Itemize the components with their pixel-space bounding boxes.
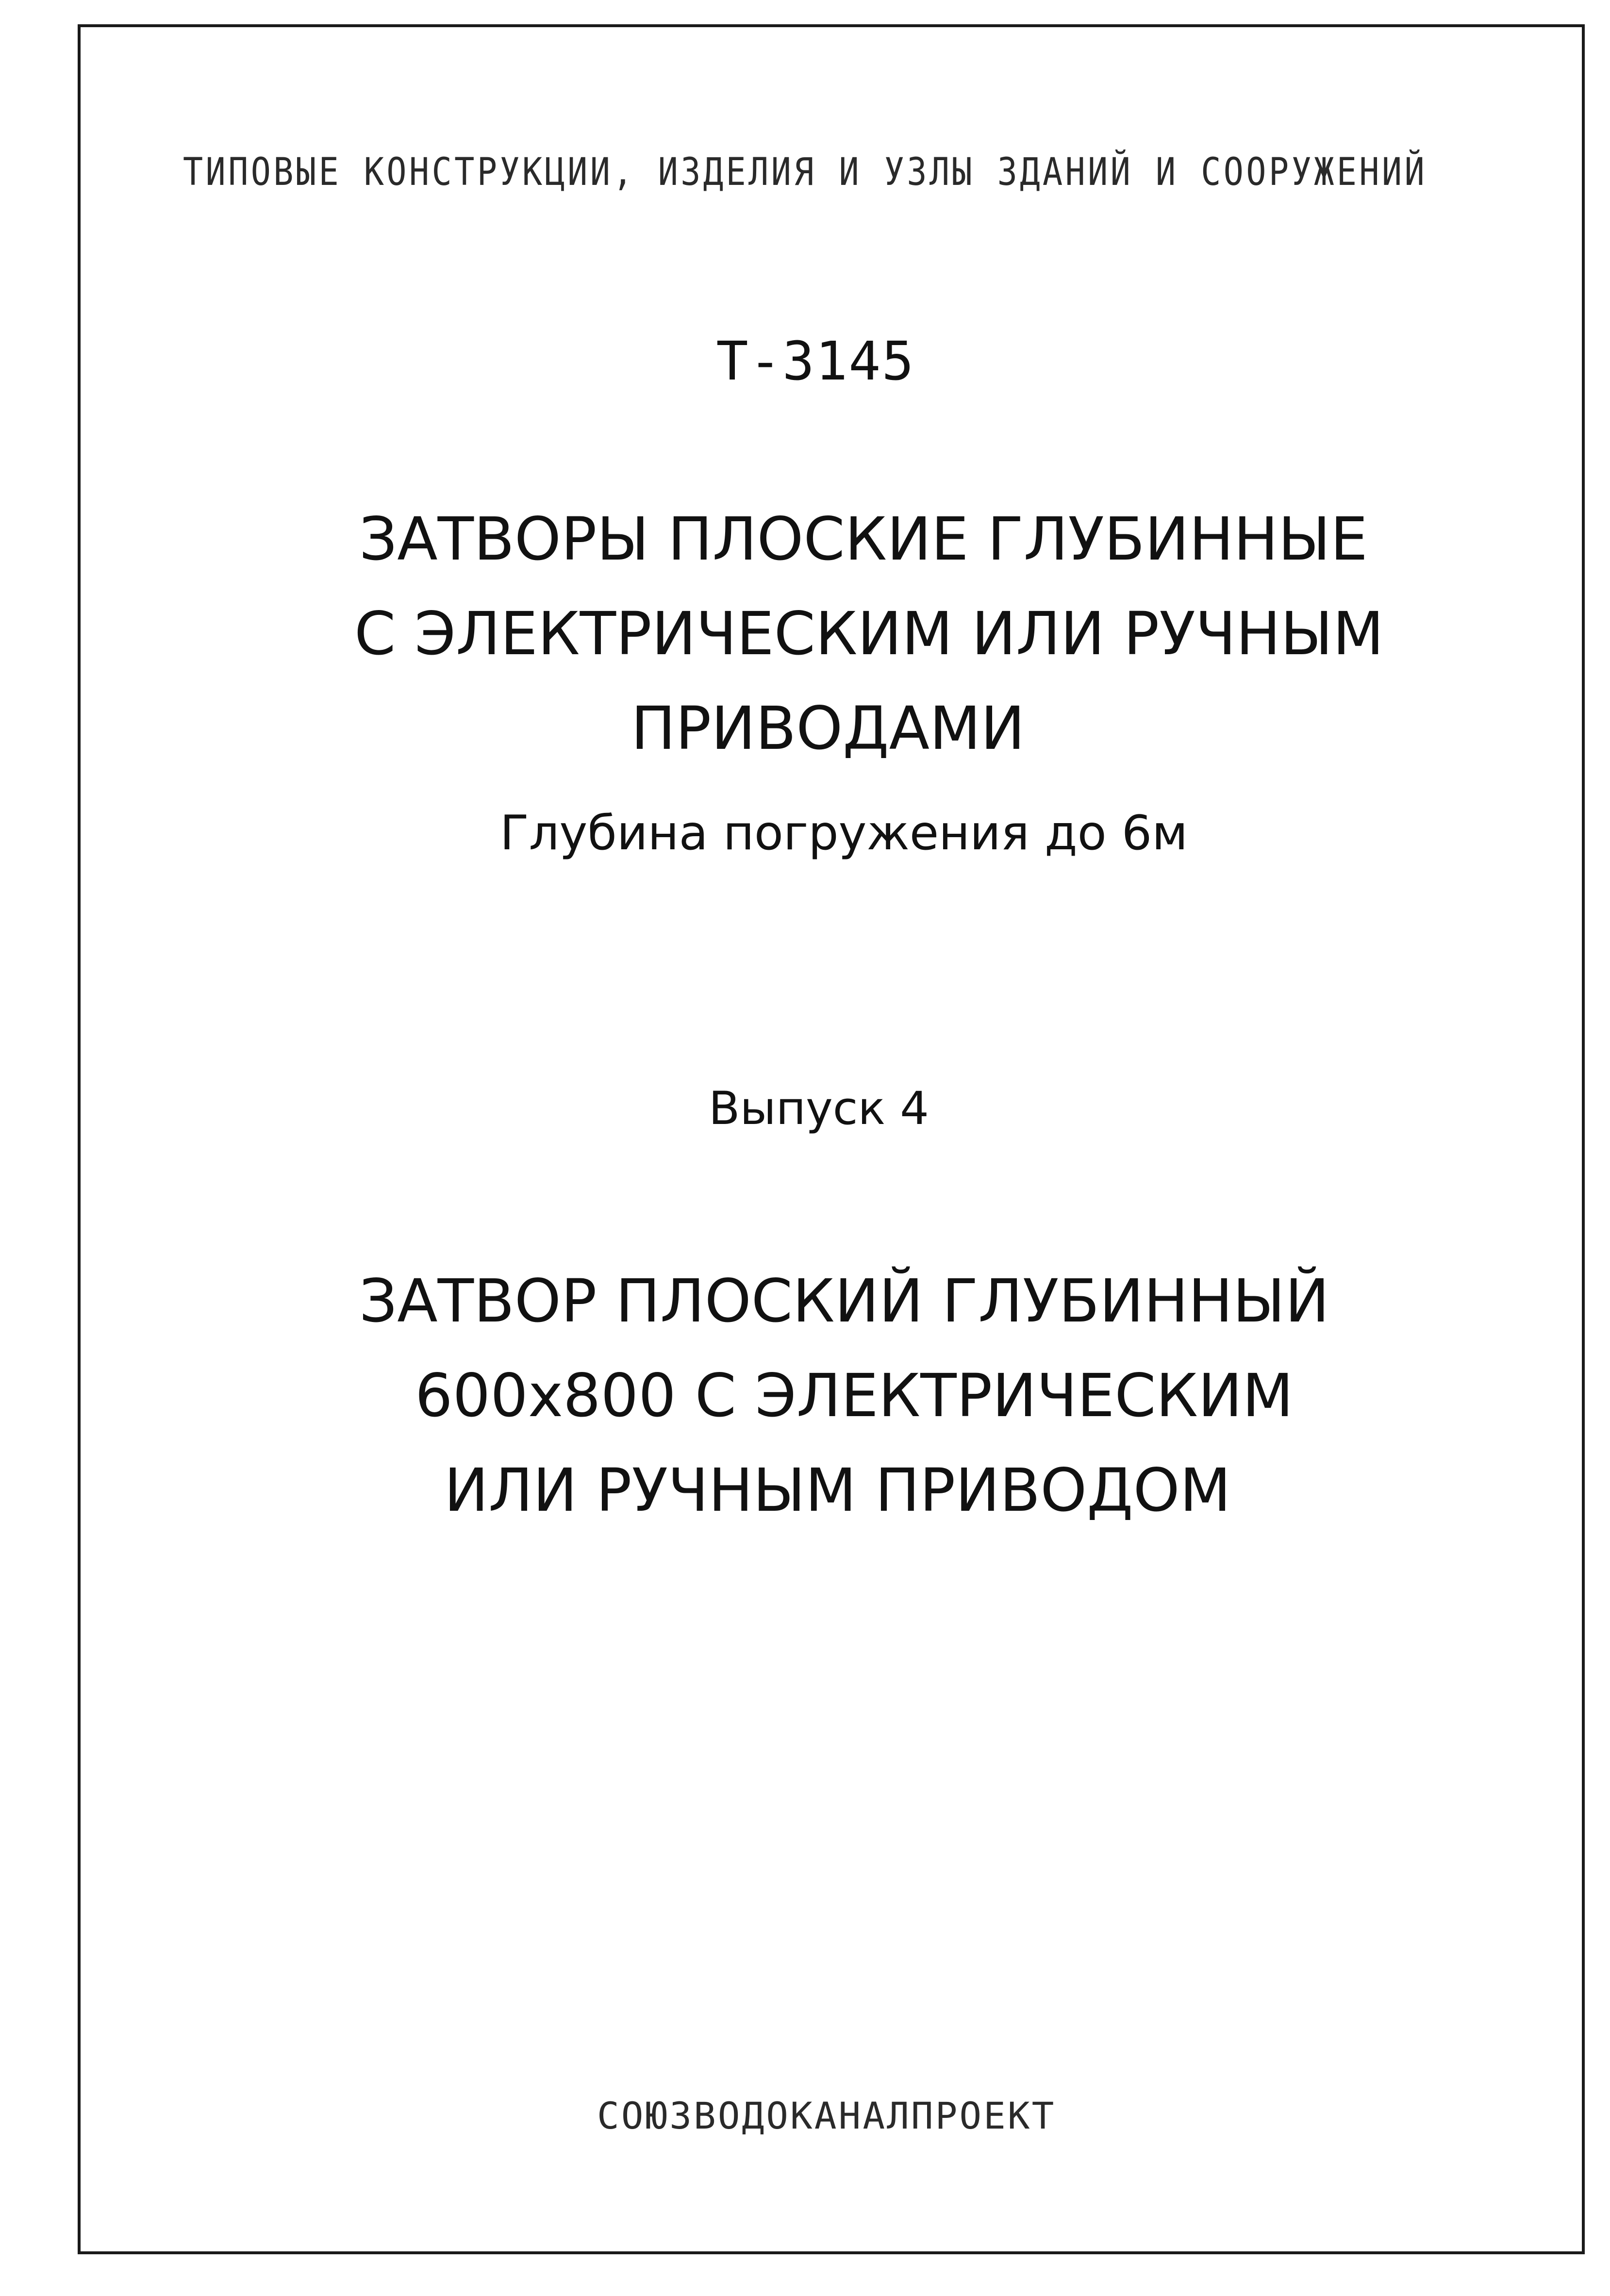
title-line-2: С ЭЛЕКТРИЧЕСКИМ ИЛИ РУЧНЫМ [354, 599, 1384, 668]
document-code: Т-3145 [716, 330, 915, 392]
issue-title-line-2: 600х800 С ЭЛЕКТРИЧЕСКИМ [415, 1361, 1294, 1430]
organization-name: СОЮЗВОДОКАНАЛПРОЕКТ [597, 2094, 1056, 2137]
title-line-3: ПРИВОДАМИ [631, 694, 1025, 763]
subtitle-depth: Глубина погружения до 6м [500, 806, 1188, 861]
issue-number: Выпуск 4 [709, 1082, 929, 1135]
title-line-1: ЗАТВОРЫ ПЛОСКИЕ ГЛУБИННЫЕ [359, 505, 1368, 574]
series-heading: ТИПОВЫЕ КОНСТРУКЦИИ, ИЗДЕЛИЯ И УЗЛЫ ЗДАНИЙ И СООРУЖЕНИЙ [183, 150, 1427, 194]
issue-title-line-3: ИЛИ РУЧНЫМ ПРИВОДОМ [444, 1456, 1231, 1525]
issue-title-line-1: ЗАТВОР ПЛОСКИЙ ГЛУБИННЫЙ [359, 1267, 1329, 1336]
